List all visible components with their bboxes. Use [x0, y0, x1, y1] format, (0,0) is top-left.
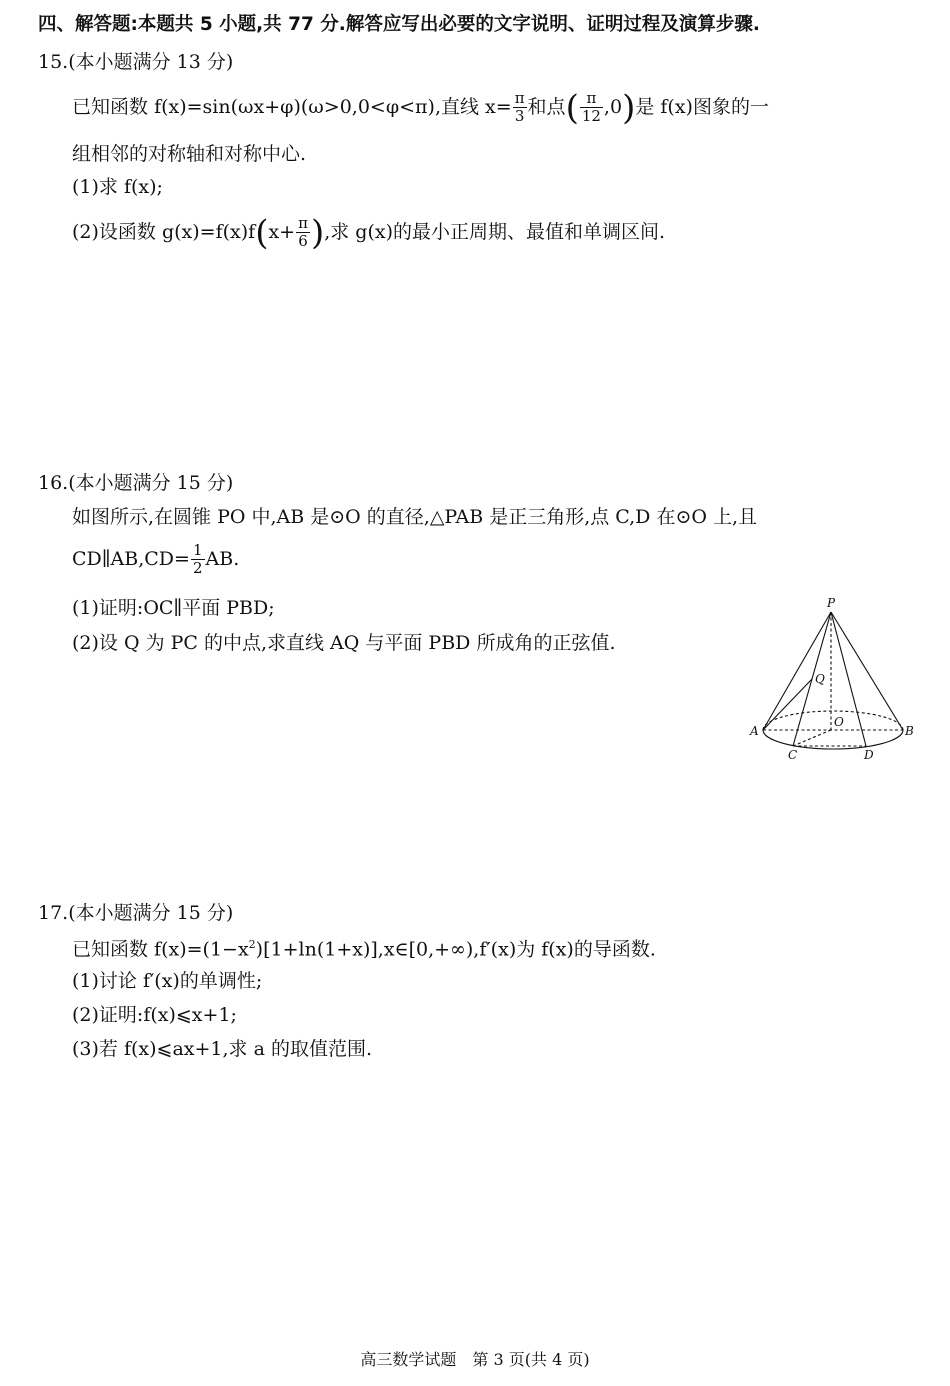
q15-left-paren: (: [565, 87, 579, 128]
q15-func: f(x)=sin(ωx+φ)(ω>0,0<φ<π),直线 x=: [154, 95, 512, 118]
q17-stem-a: 已知函数 f(x)=(1−x: [72, 938, 249, 961]
q16-header: 16.(本小题满分 15 分): [38, 472, 234, 494]
q17-part1: (1)讨论 f′(x)的单调性;: [72, 970, 263, 992]
q17-stem-b: )[1+ln(1+x)],x∈[0,+∞),f′(x)为 f(x)的导函数.: [255, 938, 656, 961]
q15-part1: (1)求 f(x);: [72, 176, 163, 198]
q15-frac-pi-3: $\frac{\pi}{3}$: [514, 89, 525, 126]
q15-point-tail: ,0: [603, 95, 623, 118]
q15-p2-left-paren: (: [255, 212, 269, 253]
label-a: A: [750, 724, 759, 738]
q15-p2-a: (2)设函数 g(x)=f(x)f: [72, 220, 256, 243]
q15-stem-line2: 组相邻的对称轴和对称中心.: [72, 143, 307, 165]
q15-part2: [72, 212, 666, 253]
q15-p2-right-paren: ): [310, 212, 325, 253]
q15-mid: 和点: [527, 95, 566, 118]
label-b: B: [905, 724, 914, 738]
segment-oc: [793, 730, 831, 746]
q17-part3: (3)若 f(x)⩽ax+1,求 a 的取值范围.: [72, 1038, 372, 1060]
q16-stem-line1: 如图所示,在圆锥 PO 中,AB 是⊙O 的直径,△PAB 是正三角形,点 C,D 在⊙O 上,且: [72, 506, 758, 528]
section-title: 四、解答题:本题共 5 小题,共 77 分.解答应写出必要的文字说明、证明过程及演算步骤.: [38, 14, 760, 35]
q15-stem-a: 已知函数: [72, 95, 149, 118]
edge-pa: [763, 612, 831, 730]
base-ellipse-back: [763, 711, 903, 730]
label-q: Q: [815, 672, 825, 686]
q15-frac-pi-6: $\frac{\pi}{6}$: [298, 214, 308, 251]
q17-part2: (2)证明:f(x)⩽x+1;: [72, 1004, 237, 1026]
q16-stem-b2: AB.: [205, 547, 240, 570]
q17-stem: [72, 939, 656, 959]
label-o: O: [834, 715, 844, 729]
q16-frac-1-2: $\frac{1}{2}$: [192, 541, 203, 578]
q15-p2-b: ,求 g(x)的最小正周期、最值和单调区间.: [324, 220, 666, 243]
q17-sup: 2: [248, 938, 256, 951]
q15-stem-line1: [72, 87, 769, 128]
label-p: P: [827, 596, 836, 610]
q16-part1: (1)证明:OC∥平面 PBD;: [72, 597, 275, 619]
q16-stem-line2: [72, 542, 239, 578]
label-c: C: [788, 748, 798, 762]
label-d: D: [864, 748, 874, 762]
edge-pb: [831, 612, 903, 730]
q15-stem-b: 是 f(x)图象的一: [635, 95, 769, 118]
q15-right-paren: ): [622, 87, 636, 128]
q16-stem-b1: CD∥AB,CD=: [72, 547, 190, 570]
q15-header: 15.(本小题满分 13 分): [38, 51, 234, 73]
q17-header: 17.(本小题满分 15 分): [38, 902, 234, 924]
q15-frac-pi-12: $\frac{\pi}{12}$: [581, 89, 601, 126]
page-footer: 高三数学试题 第 3 页(共 4 页): [360, 1350, 590, 1369]
q16-part2: (2)设 Q 为 PC 的中点,求直线 AQ 与平面 PBD 所成角的正弦值.: [72, 632, 616, 654]
cone-figure: [748, 595, 918, 770]
q15-p2-in: x+: [268, 220, 296, 243]
